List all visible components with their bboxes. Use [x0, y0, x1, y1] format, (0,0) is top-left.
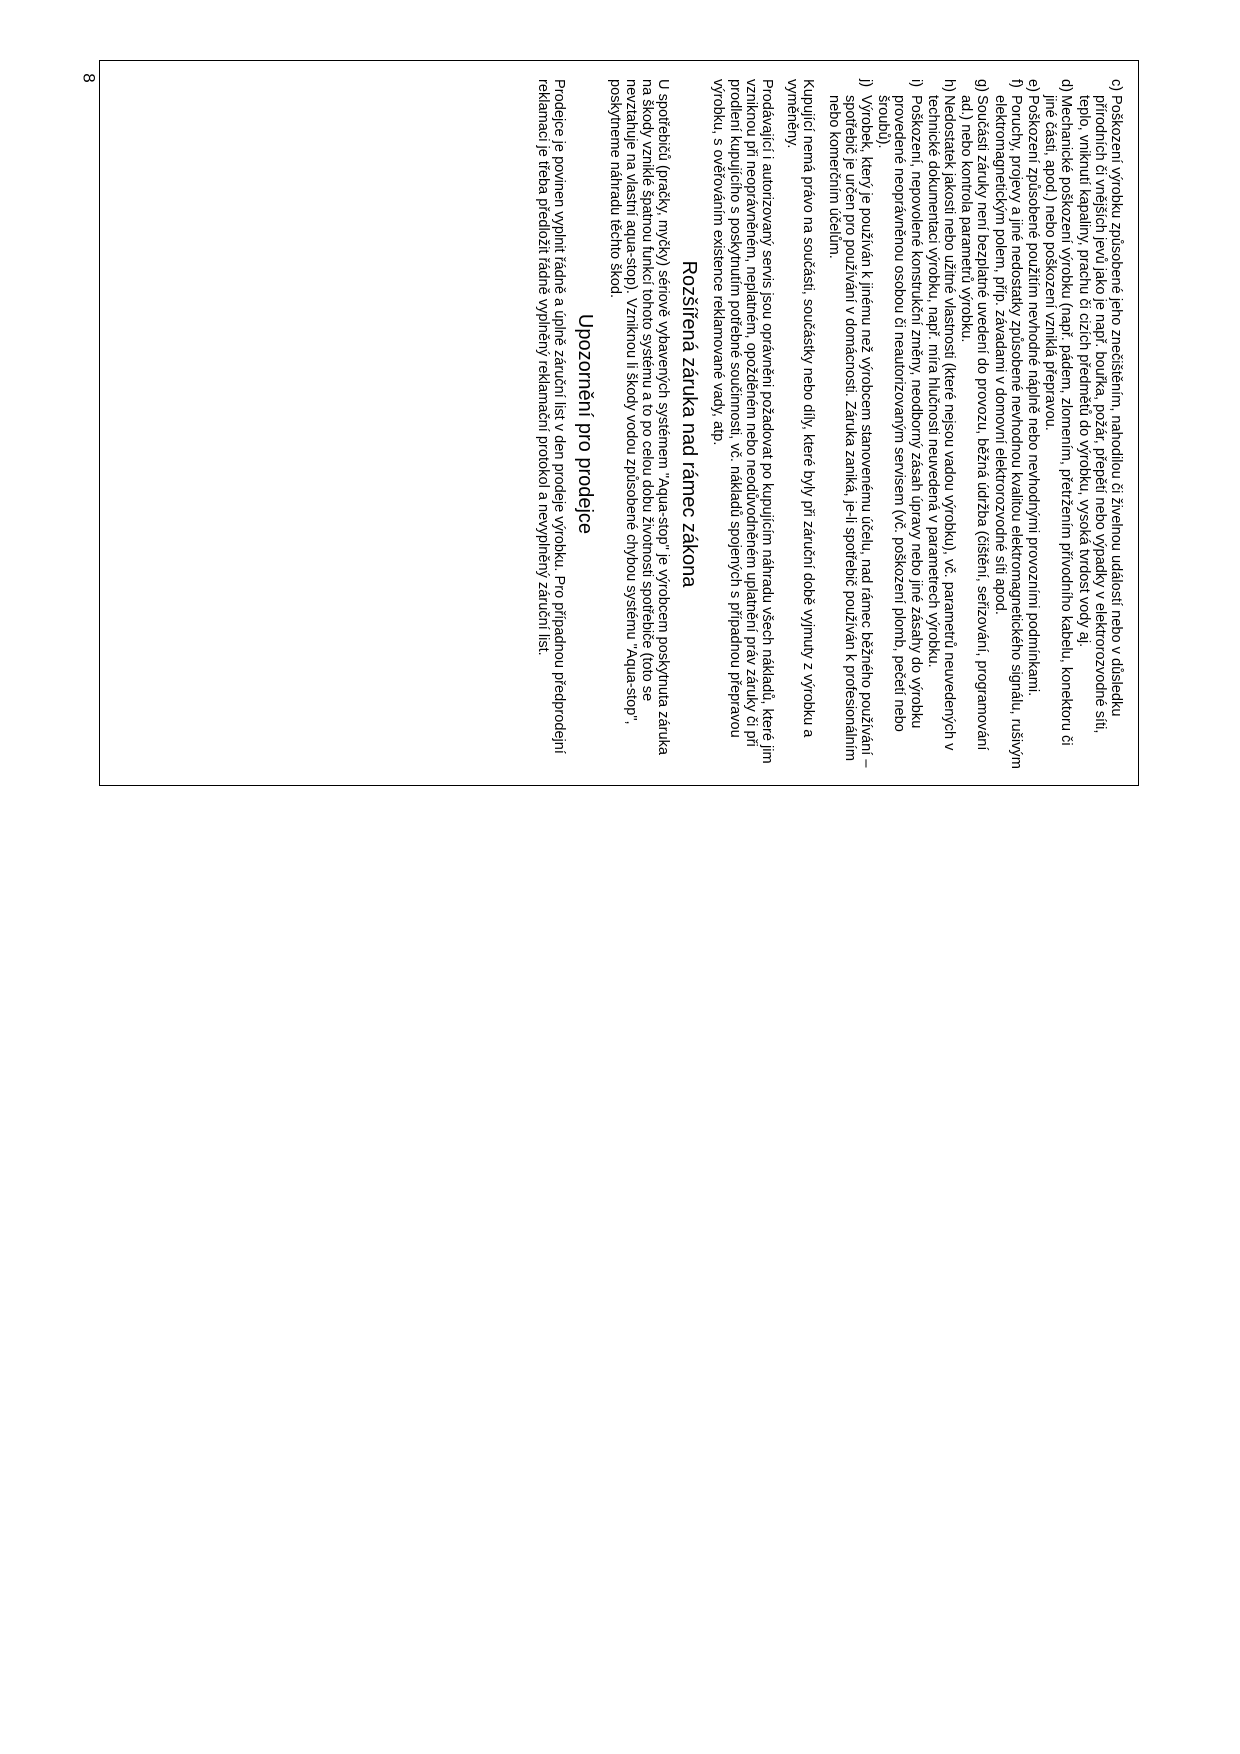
list-item — [875, 79, 924, 769]
list-item-marker: j) — [857, 79, 874, 88]
list-item — [925, 79, 957, 769]
list-item — [825, 79, 874, 769]
list-item — [1042, 79, 1074, 769]
list-item-text: Výrobek, který je používán k jinému než výrobcem stanovenému účelu, nad rámec běžného používání – spotřebič je určen pro používání v domácnosti. Záruka zaniká, je-li spotřebič používán k profesionálním nebo komerčním účelům. — [825, 95, 874, 768]
list-item-marker: e) — [1024, 79, 1041, 92]
list-item — [1075, 79, 1124, 769]
list-item — [1025, 79, 1041, 769]
list-item-text: Poškození, nepovolené konstrukční změny, neodborný zásah úpravy nebo jiné zásahy do výrobku provedené neoprávněnou osobou či neautorizovaným servisem (vč. poškození plomb, pečetí nebo šroubů). — [875, 95, 924, 732]
list-item-marker: h) — [940, 79, 957, 92]
extended-warranty-heading: Rozšířená záruka nad rámec zákona — [678, 260, 701, 588]
list-item-marker: i) — [907, 79, 924, 88]
extended-warranty-paragraph: U spotřebičů (pračky, myčky) sériově vybavených systémem "Aqua-stop" je výrobcem poskytnuta záruka na škody vzniklé špatnou funkcí tohoto systému a to po celou dobu životnosti spotřebiče (toto se nevztahuje na vlastní aqua-stop). Vzniknou li škody vodou způsobené chybou systému "Aqua-stop", poskytneme náhradu těchto škod. — [606, 79, 672, 755]
seller-rights-paragraph: Prodávající i autorizovaný servis jsou oprávněni požadovat po kupujícím náhradu všech nákladů, které jim vzniknou při neoprávněném, neplatném, opožděném nebo neodůvodněném uplatnění práv záruky či při prodlení kupujícího s poskytnutím potřebné součinnosti, vč. nákladů spojených s případnou přepravou výrobku, s ověřováním existence reklamované vady, atp. — [710, 79, 775, 764]
seller-notice-paragraph: Prodejce je povinen vyplnit řádně a úplně záruční list v den prodeje výrobku. Pro případnou předprodejní reklamaci je třeba předložit řádně vyplněný reklamační protokol a nevyplněný záruční list. — [535, 79, 568, 754]
parts-paragraph: Kupující nemá právo na součásti, součástky nebo díly, které byly při záruční době vyjmuty z výrobku a vyměněny. — [784, 79, 817, 738]
list-item-text: Poruchy, projevy a jiné nedostatky způsobené nevhodnou kvalitou elektromagnetického signálu, rušivým elektromagnetickým polem, příp. závadami v domovní elektrorozvodné síti apod. — [991, 95, 1024, 769]
list-item-marker: d) — [1058, 79, 1075, 92]
page-number: 8 — [79, 73, 99, 83]
list-item-text: Mechanické poškození výrobku (např. pádem, zlomením, přetržením přívodního kabelu, konektoru či jiné části, apod.) nebo poškození vzniklá přepravou. — [1042, 95, 1075, 746]
list-item-text: Součásti záruky není bezplatné uvedení do provozu, běžná údržba (čištění, seřizování, programování ad.) nebo kontrola parametrů výrobku. — [958, 95, 991, 751]
list-item-text: Nedostatek jakosti nebo užitné vlastnosti (které nejsou vadou výrobku), vč. parametrů neuvedených v technické dokumentaci výrobku, např. míra hlučnosti neuvedená v parametrech výrobku. — [924, 95, 957, 751]
list-item-marker: f) — [1007, 79, 1024, 88]
list-item — [991, 79, 1023, 769]
list-item-text: Poškození výrobku způsobené jeho znečištěním, nahodilou či živelnou událostí nebo v důsledku přírodních či vnějších jevů jako je např. bouřka, požár, přepětí nebo výpadky v elektrorozvodné síti, teplo, vniknutí kapaliny, prachu či cizích předmětů do výrobku, vysoká tvrdost vody aj. — [1075, 95, 1124, 734]
list-item-marker: g) — [974, 79, 991, 92]
list-item-marker: c) — [1108, 79, 1124, 92]
list-item — [958, 79, 990, 769]
seller-notice-heading: Upozornění pro prodejce — [574, 313, 597, 535]
warranty-text-box — [99, 60, 1139, 786]
warranty-exclusions-list — [825, 79, 1124, 769]
rotated-page-content — [99, 60, 1139, 786]
list-item-text: Poškození způsobené použitím nevhodné náplně nebo nevhodnými provozními podmínkami. — [1024, 95, 1041, 697]
